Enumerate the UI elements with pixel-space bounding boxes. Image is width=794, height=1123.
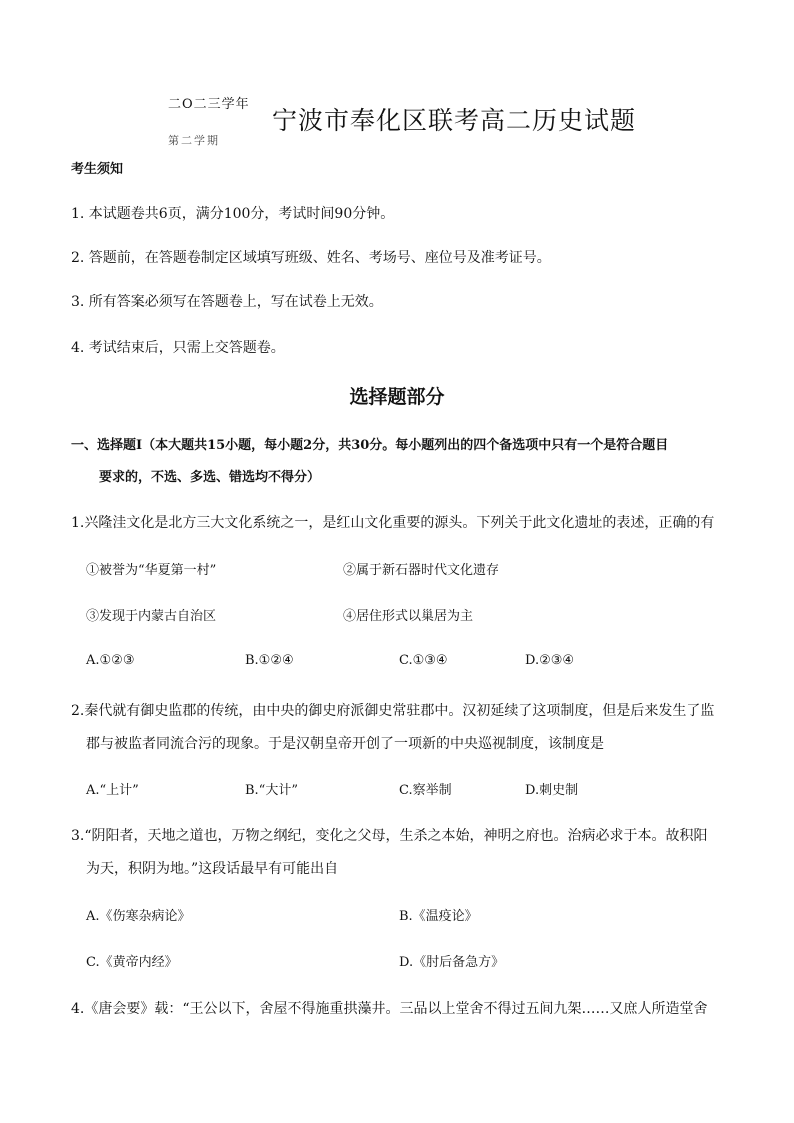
option-a: A.“上计”	[86, 783, 139, 798]
section-title: 选择题部分	[349, 386, 445, 408]
option-a: A.①②③	[86, 653, 135, 668]
option-c: C.察举制	[399, 783, 452, 798]
statement: ④居住形式以巢居为主	[343, 609, 474, 624]
option-c: C.①③④	[399, 653, 448, 668]
part-heading-cont: 要求的，不选、多选、错选均不得分）	[99, 470, 321, 485]
question-stem: 3.“阴阳者，天地之道也，万物之纲纪，变化之父母，生杀之本始，神明之府也。治病必求于本。故积阳	[71, 828, 708, 844]
option-b: B.“大计”	[245, 783, 298, 798]
question-stem-cont: 郡与被监者同流合污的现象。于是汉朝皇帝开创了一项新的中央巡视制度，该制度是	[86, 736, 604, 752]
semester-label: 第二学期	[168, 134, 220, 147]
option-d: D.刺史制	[525, 783, 579, 798]
option-c: C.《黄帝内经》	[86, 955, 178, 970]
notice-item: 2. 答题前，在答题卷制定区域填写班级、姓名、考场号、座位号及准考证号。	[71, 250, 551, 266]
option-a: A.《伤寒杂病论》	[86, 909, 191, 924]
option-b: B.《温疫论》	[399, 909, 478, 924]
statement: ②属于新石器时代文化遗存	[343, 563, 500, 578]
statement: ①被誉为“华夏第一村”	[86, 563, 217, 578]
notice-item: 1. 本试题卷共6页，满分100分，考试时间90分钟。	[71, 206, 395, 222]
statement: ③发现于内蒙古自治区	[86, 609, 217, 624]
page-title: 宁波市奉化区联考高二历史试题	[272, 106, 637, 135]
question-stem: 4.《唐会要》载：“王公以下，舍屋不得施重拱藻井。三品以上堂舍不得过五间九架……又庶人所造堂舍	[71, 1001, 708, 1017]
notice-item: 4. 考试结束后，只需上交答题卷。	[71, 340, 285, 356]
option-d: D.《肘后备急方》	[399, 955, 505, 970]
question-stem-cont: 为天，积阴为地。”这段话最早有可能出自	[86, 861, 339, 877]
school-year: 二O二三学年	[168, 97, 250, 112]
question-stem: 1.兴隆洼文化是北方三大文化系统之一，是红山文化重要的源头。下列关于此文化遗址的表述，正确的有	[71, 515, 715, 531]
option-b: B.①②④	[245, 653, 294, 668]
notice-heading: 考生须知	[71, 162, 124, 177]
notice-item: 3. 所有答案必须写在答题卷上，写在试卷上无效。	[71, 294, 383, 310]
part-heading: 一、选择题Ⅰ（本大题共15小题，每小题2分，共30分。每小题列出的四个备选项中只有一个是符合题目	[71, 438, 669, 453]
question-stem: 2.秦代就有御史监郡的传统，由中央的御史府派御史常驻郡中。汉初延续了这项制度，但是后来发生了监	[71, 703, 715, 719]
option-d: D.②③④	[525, 653, 575, 668]
